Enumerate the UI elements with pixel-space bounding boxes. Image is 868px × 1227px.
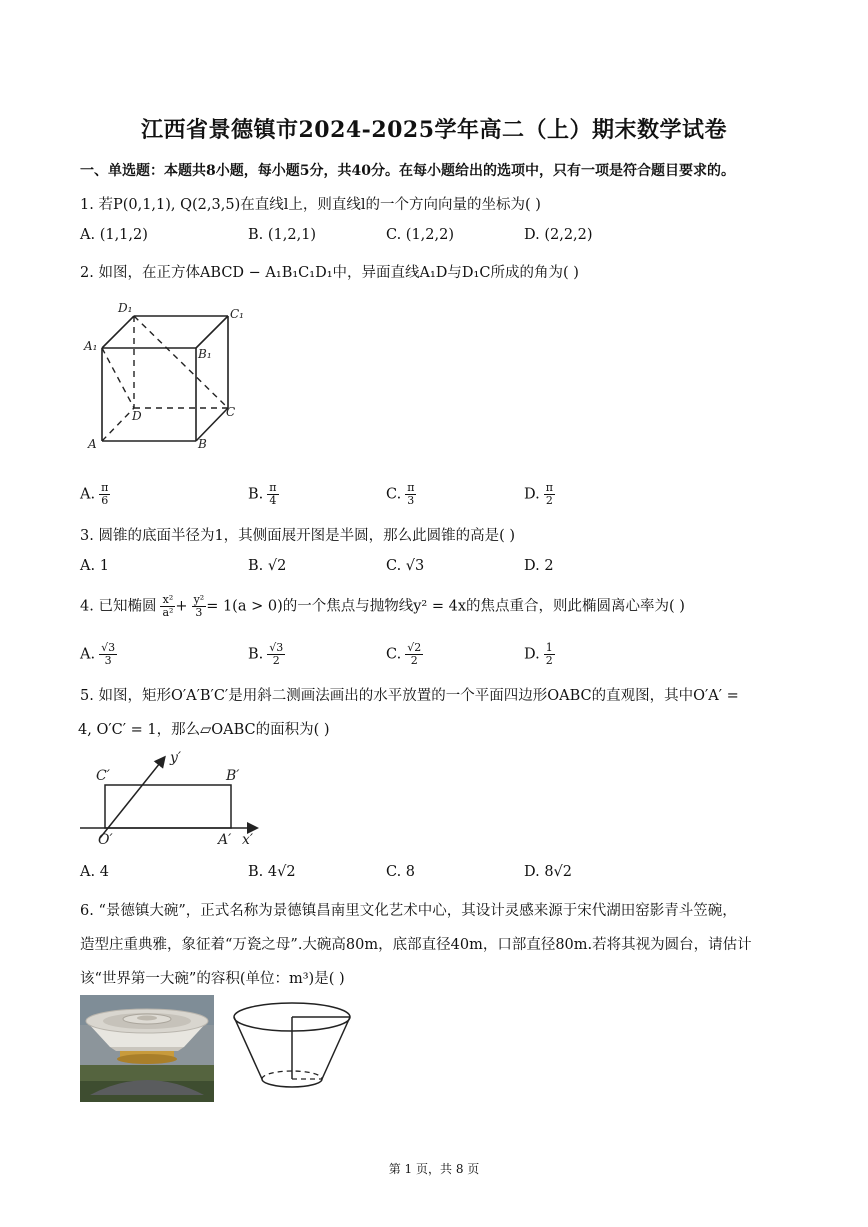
page-footer: 第 1 页，共 8 页 (388, 1162, 480, 1176)
q5-option-d: D. 8√2 (524, 864, 573, 880)
q3-option-d: D. 2 (524, 558, 554, 574)
label-a-prime: A′ (218, 832, 232, 848)
label-b1: B₁ (198, 347, 212, 361)
section-heading: 一、单选题：本题共8小题，每小题5分，共40分。在每小题给出的选项中，只有一项是符合题目要求的。 (80, 163, 735, 179)
label-c-prime: C′ (96, 768, 110, 784)
label-x-prime: x′ (242, 832, 254, 848)
question-6-line-3: 该“世界第一大碗”的容积(单位：m³)是( ) (80, 971, 345, 987)
q2-option-a: A. $\frac{\pi}{6}$ (80, 481, 109, 507)
label-y-prime: y′ (170, 750, 182, 766)
label-a: A (88, 437, 97, 451)
label-d: D (132, 409, 142, 423)
q4-option-b: B. $\frac{√3}{2}$ (248, 641, 284, 667)
question-1-options (80, 227, 790, 249)
q4-option-c: C. $\frac{√2}{2}$ (386, 641, 422, 667)
label-c1: C₁ (230, 307, 244, 321)
question-1-text: 1. 若P(0,1,1), Q(2,3,5)在直线l上，则直线l的一个方向向量的坐标为( ) (80, 197, 541, 213)
label-d1: D₁ (118, 301, 133, 315)
q4-option-d: D. $\frac{1}{2}$ (524, 641, 553, 667)
question-4-options (80, 642, 790, 670)
label-o-prime: O′ (98, 832, 113, 848)
question-5-options (80, 864, 790, 886)
cube-figure (80, 296, 255, 456)
label-b-prime: B′ (226, 768, 240, 784)
big-bowl-illustration (80, 995, 214, 1102)
question-5-line-1: 5. 如图，矩形O′A′B′C′是用斜二测画法画出的水平放置的一个平面四边形OABC的直观图，其中O′A′ = (80, 688, 739, 704)
q5-option-a: A. 4 (80, 864, 109, 880)
q1-option-c: C. (1,2,2) (386, 227, 455, 243)
question-5-line-2: 4, O′C′ = 1，那么▱OABC的面积为( ) (78, 722, 330, 738)
question-3-text: 3. 圆锥的底面半径为1，其侧面展开图是半圆，那么此圆锥的高是( ) (80, 528, 516, 544)
q2-option-c: C. $\frac{\pi}{3}$ (386, 481, 415, 507)
question-2-text: 2. 如图，在正方体ABCD − A₁B₁C₁D₁中，异面直线A₁D与D₁C所成的角为( ) (80, 265, 579, 281)
q2-option-d: D. $\frac{\pi}{2}$ (524, 481, 553, 507)
q5-option-b: B. 4√2 (248, 864, 296, 880)
oblique-rectangle-figure (78, 748, 268, 850)
q1-option-a: A. (1,1,2) (80, 227, 148, 243)
big-bowl-photo (80, 995, 214, 1102)
question-2-options (80, 482, 790, 510)
label-c: C (226, 405, 236, 419)
q1-option-d: D. (2,2,2) (524, 227, 593, 243)
question-6-line-1: 6. “景德镇大碗”，正式名称为景德镇昌南里文化艺术中心，其设计灵感来源于宋代湖田窑影青斗笠碗， (80, 903, 737, 919)
q5-option-c: C. 8 (386, 864, 416, 880)
label-a1: A₁ (84, 339, 98, 353)
q3-option-a: A. 1 (80, 558, 109, 574)
question-3-options (80, 558, 790, 580)
q3-option-c: C. √3 (386, 558, 425, 574)
q1-option-b: B. (1,2,1) (248, 227, 317, 243)
question-6-line-2: 造型庄重典雅，象征着“万瓷之母”.大碗高80m，底部直径40m，口部直径80m.若将其视为圆台，请估计 (80, 937, 752, 953)
q4-option-a: A. $\frac{√3}{3}$ (80, 641, 116, 667)
label-b: B (198, 437, 207, 451)
page-title: 江西省景德镇市2024-2025学年高二（上）期末数学试卷 (140, 117, 728, 143)
q3-option-b: B. √2 (248, 558, 287, 574)
question-4-text: 4. 已知椭圆 $\frac{\text{x²}}{\text{a²}}$ + $\frac{\text{y²}}{3}$ = 1(a > 0)的一个焦点与抛物线y² = 4x的焦点重合，则此椭圆离心率为( ) (80, 593, 685, 619)
q2-option-b: B. $\frac{\pi}{4}$ (248, 481, 277, 507)
frustum-figure (230, 995, 355, 1095)
